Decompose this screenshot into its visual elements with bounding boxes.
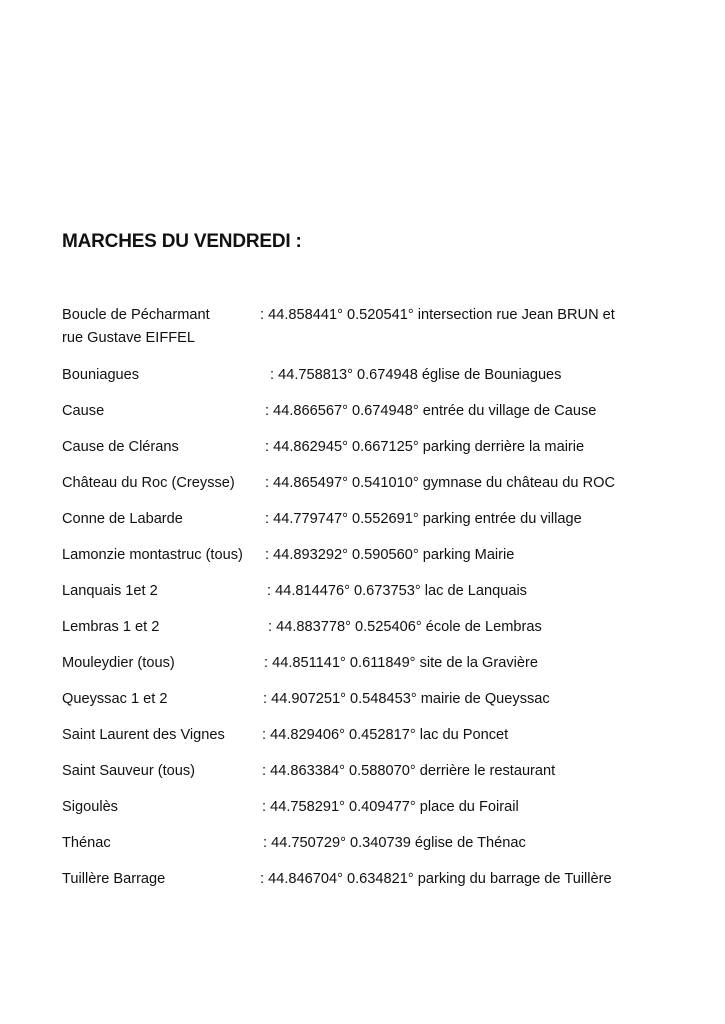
entry-name: Saint Sauveur (tous) [62, 763, 196, 779]
entry-name: Lembras 1 et 2 [62, 619, 160, 635]
entry-name: Mouleydier (tous) [62, 655, 175, 671]
entry-location-continuation: rue Gustave EIFFEL [62, 330, 196, 346]
entry-name: Cause de Clérans [62, 439, 179, 455]
entry-name: Château du Roc (Creysse) [62, 475, 235, 491]
entry-location: : 44.829406° 0.452817° lac du Poncet [262, 727, 509, 743]
entry-location: : 44.758813° 0.674948 église de Bouniagues [270, 367, 562, 383]
entry-name: Thénac [62, 835, 111, 851]
entry-location: : 44.758291° 0.409477° place du Foirail [262, 799, 519, 815]
entry-name: Cause [62, 403, 105, 419]
entry-location: : 44.866567° 0.674948° entrée du village de Cause [265, 403, 597, 419]
entry-location: : 44.858441° 0.520541° intersection rue Jean BRUN et [260, 307, 615, 323]
entry-location: : 44.851141° 0.611849° site de la Gravière [264, 655, 539, 671]
entry-location: : 44.862945° 0.667125° parking derrière la mairie [265, 439, 585, 455]
entry-location: : 44.863384° 0.588070° derrière le restaurant [262, 763, 556, 779]
entry-name: Lanquais 1et 2 [62, 583, 158, 599]
entry-name: Conne de Labarde [62, 511, 183, 527]
entry-name: Boucle de Pécharmant [62, 307, 210, 323]
entry-location: : 44.846704° 0.634821° parking du barrage de Tuillère [260, 871, 612, 887]
entry-name: Bouniagues [62, 367, 140, 383]
entry-location: : 44.814476° 0.673753° lac de Lanquais [267, 583, 527, 599]
entry-name: Sigoulès [62, 799, 118, 815]
entry-location: : 44.750729° 0.340739 église de Thénac [263, 835, 526, 851]
entry-location: : 44.883778° 0.525406° école de Lembras [268, 619, 542, 635]
entry-name: Lamonzie montastruc (tous) [62, 547, 243, 563]
page-title: MARCHES DU VENDREDI : [62, 231, 302, 252]
entry-location: : 44.893292° 0.590560° parking Mairie [265, 547, 515, 563]
entry-location: : 44.865497° 0.541010° gymnase du château du ROC [265, 475, 616, 491]
entry-location: : 44.779747° 0.552691° parking entrée du village [265, 511, 582, 527]
entry-name: Saint Laurent des Vignes [62, 727, 225, 743]
entry-name: Tuillère Barrage [62, 871, 166, 887]
entry-name: Queyssac 1 et 2 [62, 691, 168, 707]
entry-location: : 44.907251° 0.548453° mairie de Queyssac [263, 691, 550, 707]
